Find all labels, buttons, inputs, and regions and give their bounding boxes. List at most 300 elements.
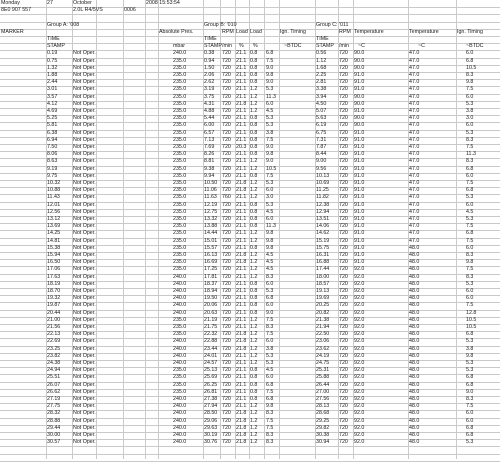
load-value-1[interactable]: 21.8 (236, 345, 247, 352)
temp-value-1[interactable]: 92.0 (354, 410, 365, 417)
temp-value-2[interactable]: 47.0 (409, 201, 420, 208)
ign-timing-value-b[interactable]: 6.0 (266, 338, 274, 345)
marker-value[interactable]: Not Oper. (73, 108, 96, 114)
code-cell[interactable]: 0006 (124, 7, 136, 14)
time-stamp-c[interactable]: 9.56 (316, 165, 327, 172)
date-month-cell[interactable]: October (73, 0, 92, 6)
load-value-2[interactable]: 1.2 (250, 345, 258, 352)
time-stamp-b[interactable]: 17.25 (204, 266, 218, 273)
time-stamp-b[interactable]: 3.19 (204, 86, 215, 93)
load-value-1[interactable]: 21.1 (236, 324, 247, 330)
rpm-value-c[interactable]: 720 (339, 216, 348, 222)
load-value-2[interactable]: 1.2 (250, 93, 258, 100)
temp-value-2[interactable]: 48.0 (409, 388, 420, 395)
time-stamp-c[interactable]: 30.38 (316, 432, 330, 438)
ign-timing-value-c[interactable]: 3.8 (466, 108, 474, 114)
load-value-1[interactable]: 21.1 (236, 172, 247, 179)
temp-value-1[interactable]: 92.0 (354, 288, 365, 294)
rpm-value-b[interactable]: 720 (222, 410, 231, 417)
time-stamp-c[interactable]: 7.31 (316, 136, 327, 143)
rpm-value-b[interactable]: 720 (222, 72, 231, 78)
temp-value-1[interactable]: 92.0 (354, 432, 365, 438)
abs-pres-value[interactable]: 235.0 (173, 72, 187, 78)
time-stamp-c[interactable]: 22.50 (316, 331, 330, 338)
ign-timing-value-c[interactable]: 7.5 (466, 302, 474, 309)
time-stamp-a[interactable]: 5.81 (47, 122, 58, 129)
rpm-value-b[interactable]: 760 (222, 194, 231, 201)
temp-value-1[interactable]: 91.0 (354, 136, 365, 143)
load-value-1[interactable]: 21.1 (236, 93, 247, 100)
abs-pres-value[interactable]: 235.0 (173, 367, 187, 374)
rpm-value-c[interactable]: 720 (339, 417, 348, 424)
ign-timing-value-b[interactable]: 6.0 (266, 216, 274, 222)
rpm-value-b[interactable]: 720 (222, 367, 231, 374)
load-value-2[interactable]: 1.2 (250, 194, 258, 201)
ign-timing-value-b[interactable]: 9.0 (266, 144, 274, 150)
time-stamp-c[interactable]: 3.94 (316, 93, 327, 100)
rpm-value-c[interactable]: 720 (339, 252, 348, 258)
ign-timing-value-b[interactable]: 4.5 (266, 367, 274, 374)
rpm-value-b[interactable]: 720 (222, 122, 231, 129)
time-stamp-c[interactable]: 24.75 (316, 360, 330, 366)
ign-timing-value-c[interactable]: 5.3 (466, 129, 474, 136)
temp-value-1[interactable]: 91.0 (354, 151, 365, 158)
ign-timing-value-c[interactable]: 7.5 (466, 223, 474, 230)
time-stamp-b[interactable]: 9.38 (204, 165, 215, 172)
marker-value[interactable]: Not Oper. (73, 432, 96, 438)
load-value-1[interactable]: 21.1 (236, 129, 247, 136)
marker-value[interactable]: Not Oper. (73, 223, 96, 230)
temp-value-1[interactable]: 91.0 (354, 223, 365, 230)
load-value-1[interactable]: 21.1 (236, 295, 247, 302)
time-stamp-a[interactable]: 2.44 (47, 79, 58, 86)
temp-value-1[interactable]: 92.0 (354, 396, 365, 402)
ign-timing-value-b[interactable]: 9.8 (266, 72, 274, 78)
ign-timing-value-b[interactable]: 9.8 (266, 230, 274, 237)
load-value-2[interactable]: 0.8 (250, 388, 258, 395)
time-stamp-c[interactable]: 14.06 (316, 223, 330, 230)
degc-unit-2[interactable]: ~C (418, 43, 425, 50)
abs-pres-value[interactable]: 240.0 (173, 424, 187, 431)
load-value-1[interactable]: 21.1 (236, 388, 247, 395)
rpm-value-b[interactable]: 720 (222, 280, 231, 287)
marker-value[interactable]: Not Oper. (73, 324, 96, 330)
rpm-value-c[interactable]: 720 (339, 108, 348, 114)
temp-value-1[interactable]: 92.0 (354, 316, 365, 323)
abs-pres-value[interactable]: 235.0 (173, 216, 187, 222)
marker-value[interactable]: Not Oper. (73, 122, 96, 129)
rpm-value-c[interactable]: 720 (339, 396, 348, 402)
time-stamp-c[interactable]: 25.31 (316, 367, 330, 374)
rpm-value-c[interactable]: 720 (339, 403, 348, 410)
ign-timing-value-c[interactable]: 9.8 (466, 259, 474, 266)
load-value-2[interactable]: 1.2 (250, 100, 258, 107)
time-stamp-a[interactable]: 30.00 (47, 432, 61, 438)
load-value-2[interactable]: 0.8 (250, 302, 258, 309)
marker-value[interactable]: Not Oper. (73, 388, 96, 395)
rpm-value-c[interactable]: 720 (339, 201, 348, 208)
temp-value-1[interactable]: 92.0 (354, 331, 365, 338)
marker-value[interactable]: Not Oper. (73, 165, 96, 172)
abs-pres-value[interactable]: 240.0 (173, 309, 187, 316)
rpm-value-b[interactable]: 720 (222, 108, 231, 114)
time-stamp-b[interactable]: 29.63 (204, 424, 218, 431)
group-b-label[interactable]: Group B: '010 (204, 21, 237, 28)
temp-value-2[interactable]: 48.0 (409, 338, 420, 345)
ign-timing-value-c[interactable]: 6.0 (466, 288, 474, 294)
ign-timing-value-b[interactable]: 9.0 (266, 79, 274, 86)
rpm-value-b[interactable]: 720 (222, 302, 231, 309)
temp-value-2[interactable]: 48.0 (409, 345, 420, 352)
load-value-1[interactable]: 21.1 (236, 316, 247, 323)
abs-pres-value[interactable]: 235.0 (173, 324, 187, 330)
marker-value[interactable]: Not Oper. (73, 374, 96, 381)
marker-value[interactable]: Not Oper. (73, 280, 96, 287)
time-stamp-c[interactable]: 19.13 (316, 288, 330, 294)
abs-pres-value[interactable]: 235.0 (173, 100, 187, 107)
temp-value-1[interactable]: 92.0 (354, 424, 365, 431)
ign-timing-value-c[interactable]: 6.8 (466, 381, 474, 388)
load-value-2[interactable]: 0.8 (250, 151, 258, 158)
rpm-value-c[interactable]: 720 (339, 388, 348, 395)
abs-pres-value[interactable]: 240.0 (173, 396, 187, 402)
temp-value-2[interactable]: 48.0 (409, 396, 420, 402)
ign-timing-value-c[interactable]: 7.5 (466, 86, 474, 93)
time-stamp-b[interactable]: 2.62 (204, 79, 215, 86)
temp-value-2[interactable]: 47.0 (409, 187, 420, 194)
temp-value-1[interactable]: 91.0 (354, 108, 365, 114)
ign-timing-value-b[interactable]: 9.8 (266, 403, 274, 410)
rpm-value-c[interactable]: 720 (339, 100, 348, 107)
rpm-value-b[interactable]: 720 (222, 208, 231, 215)
abs-pres-value[interactable]: 235.0 (173, 374, 187, 381)
time-header-c[interactable]: TIME (316, 36, 329, 42)
time-stamp-b[interactable]: 12.19 (204, 201, 218, 208)
ign-timing-value-b[interactable]: 6.0 (266, 100, 274, 107)
temp-value-1[interactable]: 91.0 (354, 244, 365, 251)
group-a-label[interactable]: Group A: '008 (47, 21, 80, 28)
marker-value[interactable]: Not Oper. (73, 360, 96, 366)
marker-value[interactable]: Not Oper. (73, 302, 96, 309)
temp-value-1[interactable]: 92.0 (354, 388, 365, 395)
rpm-value-b[interactable]: 720 (222, 144, 231, 150)
rpm-value-b[interactable]: 720 (222, 331, 231, 338)
load-value-2[interactable]: 0.8 (250, 172, 258, 179)
ign-timing-value-b[interactable]: 9.8 (266, 244, 274, 251)
ign-timing-value-c[interactable]: 5.3 (466, 360, 474, 366)
abs-pres-value[interactable]: 235.0 (173, 144, 187, 150)
time-stamp-c[interactable]: 3.38 (316, 86, 327, 93)
time-stamp-c[interactable]: 20.25 (316, 302, 330, 309)
marker-value[interactable]: Not Oper. (73, 266, 96, 273)
marker-value[interactable]: Not Oper. (73, 237, 96, 244)
ign-timing-value-c[interactable]: 8.3 (466, 72, 474, 78)
time-stamp-a[interactable]: 22.13 (47, 331, 61, 338)
ign-timing-value-c[interactable]: 5.3 (466, 100, 474, 107)
temp-value-2[interactable]: 48.0 (409, 316, 420, 323)
load-value-1[interactable]: 20.3 (236, 144, 247, 150)
rpm-value-c[interactable]: 720 (339, 187, 348, 194)
temp-value-2[interactable]: 48.0 (409, 403, 420, 410)
rpm-header-c[interactable]: RPM (339, 28, 351, 35)
marker-value[interactable]: Not Oper. (73, 410, 96, 417)
temp-value-2[interactable]: 47.0 (409, 158, 420, 165)
load-value-1[interactable]: 21.1 (236, 280, 247, 287)
temp-value-2[interactable]: 47.0 (409, 216, 420, 222)
rpm-value-b[interactable]: 720 (222, 360, 231, 366)
abs-pres-value[interactable]: 235.0 (173, 64, 187, 71)
temp-value-1[interactable]: 92.0 (354, 352, 365, 359)
load-value-2[interactable]: 1.2 (250, 432, 258, 438)
load-value-2[interactable]: 1.2 (250, 252, 258, 258)
rpm-value-b[interactable]: 720 (222, 93, 231, 100)
rpm-value-b[interactable]: 720 (222, 316, 231, 323)
time-stamp-a[interactable]: 22.69 (47, 338, 61, 345)
temp-value-2[interactable]: 47.0 (409, 79, 420, 86)
load-value-2[interactable]: 0.8 (250, 216, 258, 222)
load-value-1[interactable]: 21.1 (236, 237, 247, 244)
btdc-unit-b[interactable]: ~BTDC (284, 43, 302, 50)
load-value-2[interactable]: 0.8 (250, 50, 258, 57)
time-stamp-c[interactable]: 5.63 (316, 115, 327, 122)
load-value-2[interactable]: 0.8 (250, 396, 258, 402)
rpm-value-c[interactable]: 720 (339, 288, 348, 294)
load-value-1[interactable]: 21.8 (236, 259, 247, 266)
load-value-2[interactable]: 1.2 (250, 316, 258, 323)
marker-value[interactable]: Not Oper. (73, 129, 96, 136)
ign-timing-value-c[interactable]: 9.8 (466, 79, 474, 86)
rpm-value-b[interactable]: 720 (222, 396, 231, 402)
time-stamp-b[interactable]: 16.13 (204, 252, 218, 258)
ign-timing-value-b[interactable]: 3.8 (266, 345, 274, 352)
stamp-header-b[interactable]: STAMP (204, 43, 222, 50)
temp-value-2[interactable]: 47.0 (409, 223, 420, 230)
load-value-2[interactable]: 1.2 (250, 352, 258, 359)
rpm-value-c[interactable]: 720 (339, 280, 348, 287)
rpm-value-b[interactable]: 720 (222, 129, 231, 136)
time-stamp-c[interactable]: 8.44 (316, 151, 327, 158)
rpm-value-c[interactable]: 720 (339, 345, 348, 352)
rpm-value-b[interactable]: 720 (222, 288, 231, 294)
date-day-cell[interactable]: 27 (47, 0, 53, 6)
time-stamp-c[interactable]: 17.44 (316, 266, 330, 273)
time-stamp-a[interactable]: 0.75 (47, 57, 58, 64)
ign-timing-value-c[interactable]: 8.3 (466, 252, 474, 258)
rpm-value-c[interactable]: 720 (339, 122, 348, 129)
rpm-value-b[interactable]: 720 (222, 100, 231, 107)
time-stamp-c[interactable]: 28.68 (316, 410, 330, 417)
marker-value[interactable]: Not Oper. (73, 230, 96, 237)
time-stamp-a[interactable]: 0.19 (47, 50, 58, 57)
rpm-value-c[interactable]: 720 (339, 352, 348, 359)
time-stamp-b[interactable]: 9.94 (204, 172, 215, 179)
time-stamp-c[interactable]: 2.25 (316, 72, 327, 78)
marker-value[interactable]: Not Oper. (73, 424, 96, 431)
rpm-value-b[interactable]: 720 (222, 259, 231, 266)
temp-value-1[interactable]: 91.0 (354, 208, 365, 215)
temp-value-1[interactable]: 92.0 (354, 266, 365, 273)
rpm-value-c[interactable]: 720 (339, 324, 348, 330)
load-value-2[interactable]: 1.2 (250, 324, 258, 330)
rpm-value-c[interactable]: 720 (339, 381, 348, 388)
ign-timing-value-c[interactable]: 5.3 (466, 216, 474, 222)
time-stamp-a[interactable]: 13.69 (47, 223, 61, 230)
rpm-value-b[interactable]: 720 (222, 237, 231, 244)
time-stamp-b[interactable]: 0.94 (204, 57, 215, 64)
ign-timing-header-b[interactable]: Ign. Timing (280, 28, 306, 35)
temp-value-2[interactable]: 48.0 (409, 309, 420, 316)
rpm-value-b[interactable]: 720 (222, 165, 231, 172)
time-stamp-a[interactable]: 20.44 (47, 309, 61, 316)
temp-value-1[interactable]: 90.0 (354, 50, 365, 57)
load-value-2[interactable]: 1.2 (250, 158, 258, 165)
rpm-value-b[interactable]: 720 (222, 50, 231, 57)
load-value-1[interactable]: 21.8 (236, 100, 247, 107)
rpm-value-c[interactable]: 720 (339, 57, 348, 64)
time-stamp-c[interactable]: 21.94 (316, 324, 330, 330)
time-stamp-a[interactable]: 1.32 (47, 64, 58, 71)
load-value-2[interactable]: 0.8 (250, 201, 258, 208)
temp-value-2[interactable]: 47.0 (409, 230, 420, 237)
rpm-value-c[interactable]: 720 (339, 432, 348, 438)
load-value-1[interactable]: 21.8 (236, 424, 247, 431)
temp-value-1[interactable]: 91.0 (354, 187, 365, 194)
time-stamp-c[interactable]: 15.19 (316, 237, 330, 244)
time-stamp-b[interactable]: 20.63 (204, 309, 218, 316)
ign-timing-value-c[interactable]: 3.8 (466, 345, 474, 352)
temp-value-1[interactable]: 90.0 (354, 57, 365, 64)
rpm-value-b[interactable]: 720 (222, 309, 231, 316)
time-stamp-c[interactable]: 5.07 (316, 108, 327, 114)
time-stamp-b[interactable]: 0.38 (204, 50, 215, 57)
time-stamp-c[interactable]: 16.31 (316, 252, 330, 258)
temp-value-2[interactable]: 47.0 (409, 165, 420, 172)
rpm-value-c[interactable]: 720 (339, 302, 348, 309)
temp-value-2[interactable]: 48.0 (409, 295, 420, 302)
load-value-2[interactable]: 0.8 (250, 144, 258, 150)
load-value-1[interactable]: 21.1 (236, 403, 247, 410)
load-value-1[interactable]: 21.1 (236, 216, 247, 222)
time-stamp-b[interactable]: 5.44 (204, 115, 215, 122)
marker-value[interactable]: Not Oper. (73, 93, 96, 100)
rpm-value-b[interactable]: 720 (222, 417, 231, 424)
rpm-value-b[interactable]: 720 (222, 324, 231, 330)
temp-value-2[interactable]: 48.0 (409, 280, 420, 287)
time-stamp-b[interactable]: 27.38 (204, 396, 218, 402)
abs-pres-value[interactable]: 235.0 (173, 259, 187, 266)
marker-value[interactable]: Not Oper. (73, 295, 96, 302)
rpm-value-b[interactable]: 720 (222, 151, 231, 158)
temp-value-1[interactable]: 91.0 (354, 158, 365, 165)
temp-value-1[interactable]: 91.0 (354, 216, 365, 222)
abs-pres-value[interactable]: 240.0 (173, 432, 187, 438)
time-stamp-a[interactable]: 18.70 (47, 288, 61, 294)
rpm-value-c[interactable]: 720 (339, 266, 348, 273)
time-stamp-a[interactable]: 7.50 (47, 144, 58, 150)
load-value-2[interactable]: 0.8 (250, 280, 258, 287)
temp-value-1[interactable]: 91.0 (354, 252, 365, 258)
marker-value[interactable]: Not Oper. (73, 172, 96, 179)
marker-value[interactable]: Not Oper. (73, 244, 96, 251)
ign-timing-value-c[interactable]: 6.8 (466, 432, 474, 438)
abs-pres-value[interactable]: 235.0 (173, 223, 187, 230)
rpm-value-c[interactable]: 720 (339, 439, 348, 446)
ign-timing-value-b[interactable]: 7.5 (266, 57, 274, 64)
ign-timing-value-c[interactable]: 5.3 (466, 367, 474, 374)
rpm-unit-c[interactable]: /min (339, 43, 350, 50)
time-stamp-b[interactable]: 11.06 (204, 187, 217, 194)
abs-pres-value[interactable]: 240.0 (173, 288, 187, 294)
time-stamp-b[interactable]: 22.32 (204, 331, 218, 338)
ign-timing-value-c[interactable]: 3.0 (466, 115, 474, 122)
time-stamp-a[interactable]: 10.32 (47, 180, 61, 186)
temp-value-2[interactable]: 48.0 (409, 360, 420, 366)
time-stamp-c[interactable]: 9.00 (316, 158, 327, 165)
ign-timing-value-c[interactable]: 7.5 (466, 266, 474, 273)
rpm-value-b[interactable]: 720 (222, 244, 231, 251)
ign-timing-value-c[interactable]: 9.8 (466, 352, 474, 359)
temp-value-2[interactable]: 48.0 (409, 252, 420, 258)
ign-timing-value-b[interactable]: 6.0 (266, 280, 274, 287)
load-value-1[interactable]: 21.1 (236, 374, 247, 381)
time-stamp-a[interactable]: 1.88 (47, 72, 58, 78)
marker-value[interactable]: Not Oper. (73, 144, 96, 150)
time-stamp-a[interactable]: 15.38 (47, 244, 61, 251)
load-value-2[interactable]: 0.8 (250, 374, 258, 381)
time-stamp-b[interactable]: 30.76 (204, 439, 218, 446)
ign-timing-value-c[interactable]: 6.8 (466, 187, 474, 194)
abs-pres-value[interactable]: 240.0 (173, 417, 187, 424)
load-value-1[interactable]: 21.1 (236, 79, 247, 86)
temp-value-1[interactable]: 92.0 (354, 345, 365, 352)
time-stamp-b[interactable]: 19.50 (204, 295, 218, 302)
time-stamp-c[interactable]: 6.19 (316, 122, 327, 129)
ign-timing-value-c[interactable]: 9.0 (466, 388, 474, 395)
ign-timing-value-b[interactable]: 9.0 (266, 158, 274, 165)
abs-pres-value[interactable]: 240.0 (173, 295, 187, 302)
ign-timing-value-b[interactable]: 11.3 (266, 223, 276, 230)
temp-value-2[interactable]: 47.0 (409, 151, 420, 158)
time-stamp-c[interactable]: 27.00 (316, 388, 330, 395)
marker-value[interactable]: Not Oper. (73, 345, 96, 352)
temp-value-1[interactable]: 91.0 (354, 79, 365, 86)
marker-value[interactable]: Not Oper. (73, 50, 96, 57)
ign-timing-value-b[interactable]: 5.3 (266, 122, 274, 129)
load-value-1[interactable]: 21.8 (236, 439, 247, 446)
load-value-1[interactable]: 21.1 (236, 115, 247, 122)
rpm-value-b[interactable]: 720 (222, 187, 231, 194)
time-stamp-c[interactable]: 4.50 (316, 100, 327, 107)
load-value-2[interactable]: 1.2 (250, 86, 258, 93)
abs-pres-value[interactable]: 240.0 (173, 280, 187, 287)
abs-pres-value[interactable]: 240.0 (173, 352, 187, 359)
load-value-1[interactable]: 21.1 (236, 64, 247, 71)
time-stamp-c[interactable]: 10.69 (316, 180, 330, 186)
temp-value-2[interactable]: 48.0 (409, 439, 420, 446)
time-stamp-c[interactable]: 27.56 (316, 396, 330, 402)
time-stamp-a[interactable]: 21.56 (47, 324, 61, 330)
rpm-value-b[interactable]: 720 (222, 136, 231, 143)
time-stamp-b[interactable]: 22.88 (204, 338, 218, 345)
load-value-1[interactable]: 21.1 (236, 201, 247, 208)
time-stamp-b[interactable]: 23.44 (204, 345, 218, 352)
load-value-1[interactable]: 21.1 (236, 50, 247, 57)
abs-pres-value[interactable]: 235.0 (173, 172, 187, 179)
temp-value-2[interactable]: 47.0 (409, 108, 420, 114)
marker-header[interactable]: MARKER (1, 28, 24, 35)
time-stamp-b[interactable]: 8.26 (204, 151, 215, 158)
ign-timing-value-b[interactable]: 6.0 (266, 302, 274, 309)
